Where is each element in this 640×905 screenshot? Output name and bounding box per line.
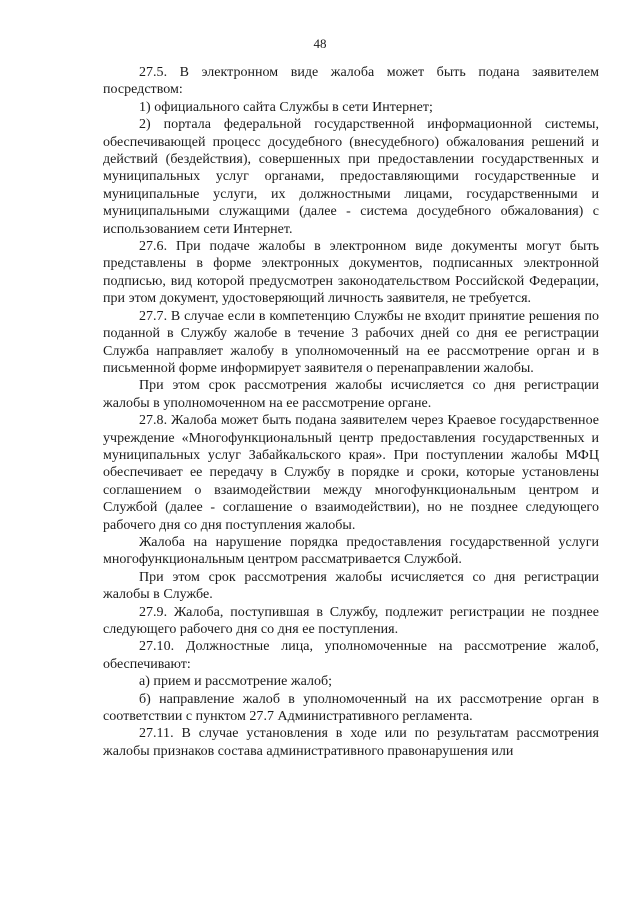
- paragraph-27-7: 27.7. В случае если в компетенцию Службы не входит принятие решения по поданной в Службу жалобе в течение 3 рабочих дней со дня ее регистрации Служба направляет жалобу в уполномоченный на ее рассмотрение орган и в письменной форме информирует заявителя о перенаправлении жалобы.: [103, 308, 599, 376]
- paragraph-review-term-service: При этом срок рассмотрения жалобы исчисляется со дня регистрации жалобы в Службе.: [103, 569, 599, 603]
- list-item-a: а) прием и рассмотрение жалоб;: [139, 674, 333, 690]
- page-number: 48: [313, 36, 327, 51]
- paragraph-27-8: 27.8. Жалоба может быть подана заявителем через Краевое государственное учреждение «Многофункциональный центр предоставления государственных и муниципальных услуг Забайкальского края». При поступлении жалобы МФЦ обеспечивает ее передачу в Службу в порядке и сроки, которые установлены соглашением о взаимодействии между многофункциональным центром и Службой (далее - соглашение о взаимодействии), но не позднее следующего рабочего дня со дня поступления жалобы.: [103, 413, 599, 533]
- list-item-federal-portal: 2) портала федеральной государственной информационной системы, обеспечивающей процесс досудебного (внесудебного) обжалования решений и действий (бездействия), совершенных при предоставлении государственных и муниципальных услуг органами, предоставляющими государственные и муниципальные услуги, их должностными лицами, государственными и муниципальными служащими (далее - система досудебного обжалования) с использованием сети Интернет.: [103, 117, 599, 237]
- paragraph-review-term: При этом срок рассмотрения жалобы исчисляется со дня регистрации жалобы в уполномоченном на ее рассмотрение органе.: [103, 378, 599, 411]
- document-body: [103, 64, 599, 760]
- paragraph-27-6: 27.6. При подаче жалобы в электронном виде документы могут быть представлены в форме электронных документов, подписанных электронной подписью, вид которой предусмотрен законодательством Российской Федерации, при этом документ, удостоверяющий личность заявителя, не требуется.: [103, 239, 599, 307]
- paragraph-27-11: 27.11. В случае установления в ходе или по результатам рассмотрения жалобы признаков состава административного правонарушения или: [103, 726, 599, 759]
- paragraph-27-10: 27.10. Должностные лица, уполномоченные на рассмотрение жалоб, обеспечивают:: [103, 639, 599, 672]
- paragraph-mfc-complaint: Жалоба на нарушение порядка предоставления государственной услуги многофункциональным центром рассматривается Службой.: [103, 534, 599, 568]
- paragraph-27-9: 27.9. Жалоба, поступившая в Службу, подлежит регистрации не позднее следующего рабочего дня со дня ее поступления.: [103, 604, 599, 637]
- list-item-official-site: 1) официального сайта Службы в сети Интернет;: [139, 99, 433, 115]
- list-item-b: б) направление жалоб в уполномоченный на их рассмотрение орган в соответствии с пунктом 27.7 Административного регламента.: [103, 691, 599, 725]
- paragraph-27-5: 27.5. В электронном виде жалоба может быть подана заявителем посредством:: [103, 65, 599, 98]
